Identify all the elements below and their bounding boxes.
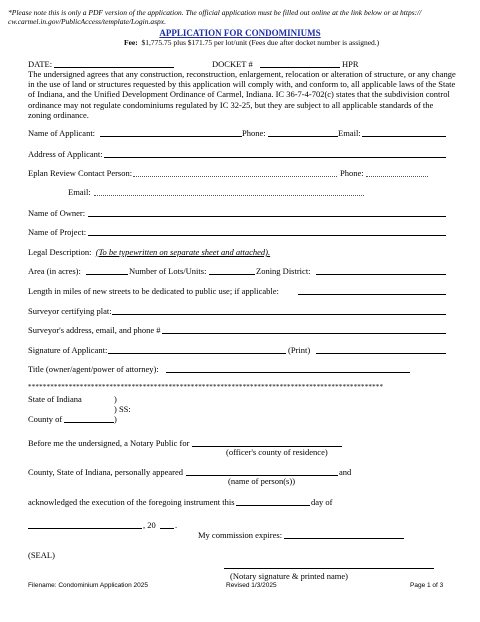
agreement-paragraph: The undersigned agrees that any construction, reconstruction, enlargement, relocation or alteration of structure, or any change in the use of land or structures requested by this application will comply with, and conform to, all applicable laws of the State of Indiana, and the Unified Development Ordinance of Carmel, Indiana. IC 36-7-4-702(c) states that the subdivision control ordinance may not regulate condominiums regulated by IC 32-25, but they are subject to all applicable standards of the zoning ordinance. [28,69,456,120]
surveyor-plat-label: Surveyor certifying plat: [28,306,112,316]
day-field[interactable] [236,505,310,506]
date-field[interactable] [54,67,174,68]
form-title: APPLICATION FOR CONDOMINIUMS [159,28,321,38]
section-divider-stars: ************************************************************************************************ [28,383,384,391]
state-label: State of Indiana [28,394,82,404]
county-residence-caption: (officer's county of residence) [226,447,328,457]
legal-description-label [28,247,270,257]
area-field[interactable] [86,274,128,275]
county-state-label: County, State of Indiana, personally appeared [28,467,183,477]
persons-name-caption: (name of person(s)) [228,476,296,486]
owner-name-label: Name of Owner: [28,208,86,218]
owner-name-field[interactable] [88,216,446,217]
applicant-email-label: Email: [338,128,361,138]
footer-revised: Revised 1/3/2025 [226,582,277,589]
docket-label: DOCKET # [212,59,253,69]
new-streets-field[interactable] [298,294,446,295]
day-of-label: day of [311,497,333,507]
surveyor-address-field[interactable] [162,333,446,334]
acknowledged-label: acknowledged the execution of the foregoing instrument this [28,497,235,507]
docket-field[interactable] [260,67,340,68]
commission-field[interactable] [284,538,404,539]
notary-signature-field[interactable] [224,568,434,569]
year-suffix: . [175,520,178,530]
num-lots-label: Number of Lots/Units: [129,266,207,276]
surveyor-plat-field[interactable] [112,314,446,315]
print-name-field[interactable] [316,353,446,354]
and-label: and [339,467,352,477]
num-lots-field[interactable] [209,274,255,275]
state-paren: ) [114,394,117,404]
footer-filename: Filename: Condominium Application 2025 [28,582,148,589]
applicant-name-field[interactable] [100,136,242,137]
date-label: DATE: [28,59,53,69]
ss-label: ) SS: [114,404,131,414]
eplan-contact-field[interactable] [133,176,337,177]
signature-field[interactable] [108,353,286,354]
seal-label: (SEAL) [28,550,55,560]
signature-label: Signature of Applicant: [28,345,108,355]
applicant-name-label: Name of Applicant: [28,128,96,138]
fee-text: $1,775.75 plus $171.75 per lot/unit (Fees due after docket number is assigned.) [141,38,380,47]
legal-description-text: Legal Description: [28,247,92,257]
county-of-label: County of [28,414,63,424]
hpr-label: HPR [342,59,359,69]
applicant-address-label: Address of Applicant: [28,149,103,159]
new-streets-label: Length in miles of new streets to be dedicated to public use; if applicable: [28,286,279,296]
year-field[interactable] [160,528,174,529]
zoning-label: Zoning District: [256,266,311,276]
project-name-label: Name of Project: [28,227,87,237]
pdf-notice-line2: cw.carmel.in.gov/PublicAccess/template/Login.aspx. [8,17,166,26]
eplan-email-field[interactable] [94,195,364,196]
title-field[interactable] [166,372,410,373]
eplan-phone-label: Phone: [340,168,364,178]
county-of-field[interactable] [64,422,114,423]
eplan-contact-label: Eplan Review Contact Person: [28,168,133,178]
footer-page: Page 1 of 3 [410,582,444,589]
applicant-email-field[interactable] [362,136,446,137]
county-paren: ) [114,414,117,424]
title-label: Title (owner/agent/power of attorney): [28,364,159,374]
project-name-field[interactable] [88,235,446,236]
applicant-address-field[interactable] [104,157,446,158]
applicant-phone-field[interactable] [268,136,338,137]
applicant-phone-label: Phone: [242,128,266,138]
before-me-label: Before me the undersigned, a Notary Public for [28,438,190,448]
eplan-phone-field[interactable] [366,176,428,177]
year-prefix: , 20 [143,520,156,530]
print-label: (Print) [288,345,311,355]
eplan-email-label: Email: [68,187,91,197]
fee-line [124,38,379,47]
surveyor-address-label: Surveyor's address, email, and phone # [28,325,161,335]
legal-description-note: (To be typewritten on separate sheet and attached). [95,247,271,257]
commission-label: My commission expires: [198,530,283,540]
zoning-field[interactable] [316,274,446,275]
notary-signature-caption: (Notary signature & printed name) [230,571,349,581]
area-label: Area (in acres): [28,266,81,276]
month-field[interactable] [28,528,142,529]
fee-label: Fee: [124,38,138,47]
pdf-notice-line1: *Please note this is only a PDF version of the application. The official application must be filled out online at the link below or at https:// [8,8,422,17]
